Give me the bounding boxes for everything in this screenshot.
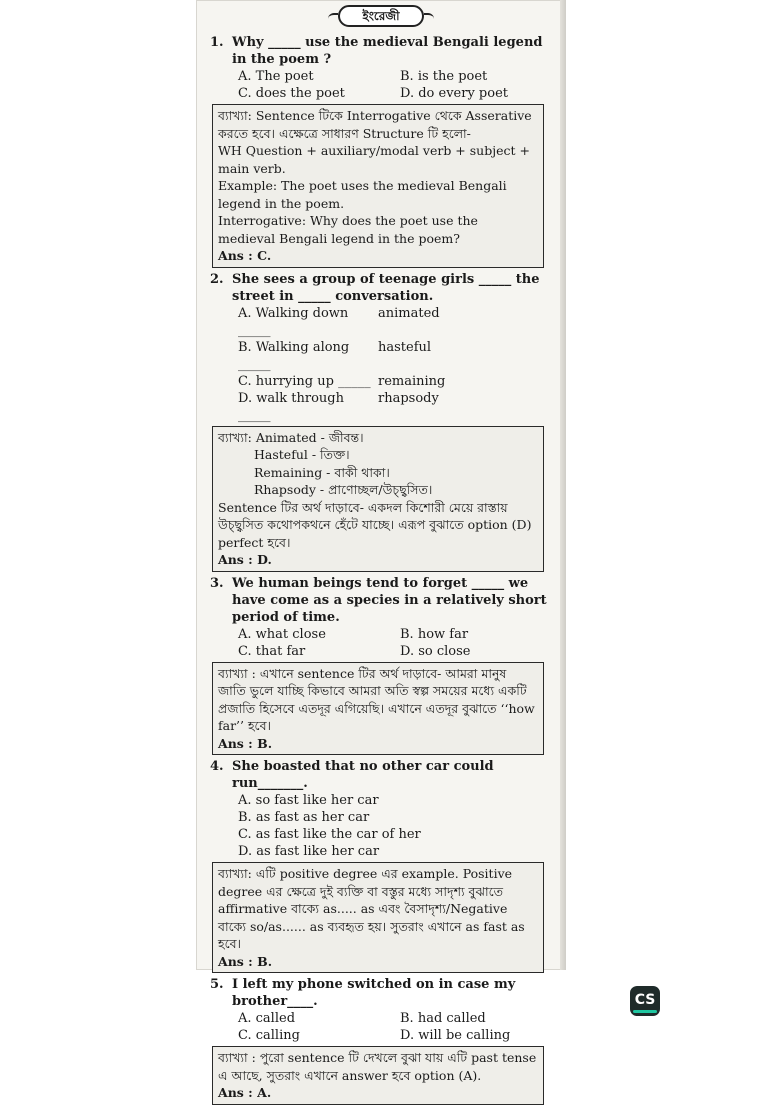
option-a: A. what close: [238, 626, 326, 642]
answer: Ans : B.: [218, 953, 273, 969]
question-stem: She sees a group of teenage girls _____ the street in _____ conversation.: [232, 271, 540, 304]
option-b: B. as fast as her car: [238, 810, 370, 825]
options: [238, 68, 555, 102]
answer: Ans : B.: [218, 735, 273, 751]
answer: Ans : C.: [218, 248, 272, 263]
explanation-line: ব্যাখ্যা : এখানে sentence টির অর্থ দাড়াবে- আমরা মানুষ জাতি ভুলে যাচ্ছি কিভাবে আমরা অতি স্বল্প সময়ের মধ্যে একটি প্রজাতি হিসেবে এতদূর এগিয়েছি। এখানে এতদূর বুঝাতে ‘‘how far’’ হবে।: [218, 665, 535, 733]
explanation-line: ব্যাখ্যা : পুরো sentence টি দেখলে বুঝা যায় এটি past tense এ আছে, সুতরাং এখানে answer হবে option (A).: [218, 1050, 537, 1083]
options: [238, 305, 555, 424]
explanation-line: Rhapsody - প্রাণোচ্ছল/উচ্ছ্বসিত।: [254, 482, 433, 497]
explanation-box: [212, 662, 544, 756]
explanation-line: Hasteful - তিক্ত।: [254, 447, 350, 462]
explanation-line: ব্যাখ্যা: Animated - জীবন্ত।: [218, 429, 364, 445]
question-4: [210, 758, 555, 973]
options: [238, 1010, 555, 1044]
option-c: C. hurrying up _____ remaining: [238, 373, 446, 389]
page-edge: [560, 0, 566, 970]
question-2: [210, 271, 555, 572]
option-a: A. so fast like her car: [238, 793, 379, 808]
option-d: D. do every poet: [400, 86, 508, 101]
section-title-badge: [338, 5, 424, 27]
option-d: D. as fast like her car: [238, 844, 380, 859]
option-a: A. Walking down _____ animated: [238, 305, 440, 338]
explanation-line: Sentence টির অর্থ দাড়াবে- একদল কিশোরী মেয়ে রাস্তায় উচ্ছ্বসিত কথোপকথনে হেঁটে যাচ্ছে। এরূপ বুঝাতে option (D) perfect হবে।: [218, 499, 532, 550]
camscanner-logo: [630, 986, 660, 1016]
option-b: B. Walking along _____ hasteful: [238, 339, 432, 372]
option-a: A. called: [238, 1011, 296, 1026]
question-stem: I left my phone switched on in case my brother____.: [232, 977, 516, 1009]
page-content: [210, 0, 555, 1108]
question-number: 1.: [210, 35, 224, 50]
explanation-line: ব্যাখ্যা: Sentence টিকে Interrogative থেকে Asserative করতে হবে। এক্ষেত্রে সাধারণ Structure টি হলো-: [218, 108, 532, 141]
option-b: B. is the poet: [400, 69, 488, 84]
explanation-line: Interrogative: Why does the poet use the medieval Bengali legend in the poem?: [218, 213, 478, 246]
option-c: C. does the poet: [238, 86, 345, 101]
explanation-line: Example: The poet uses the medieval Bengali legend in the poem.: [218, 178, 507, 211]
explanation-line: Remaining - বাকী থাকা।: [254, 464, 390, 480]
question-1: [210, 34, 555, 268]
answer: Ans : A.: [218, 1085, 272, 1100]
options: [238, 626, 555, 660]
explanation-line: WH Question + auxiliary/modal verb + subject + main verb.: [218, 143, 530, 176]
explanation-box: [212, 104, 544, 268]
option-b: B. how far: [400, 626, 469, 642]
section-header: [210, 0, 555, 34]
option-b: B. had called: [400, 1011, 486, 1026]
explanation-box: [212, 1046, 544, 1105]
option-a: A. The poet: [238, 69, 314, 84]
option-c: C. calling: [238, 1028, 300, 1043]
question-number: 2.: [210, 271, 224, 287]
option-d: D. so close: [400, 643, 471, 659]
explanation-box: [212, 426, 544, 572]
option-d: D. will be calling: [400, 1028, 511, 1043]
explanation-line: ব্যাখ্যা: এটি positive degree এর example. Positive degree এর ক্ষেত্রে দুই ব্যক্তি বা বস্তুর মধ্যে সাদৃশ্য বুঝাতে affirmative বাক্যে as..... as এবং বৈসাদৃশ্য/Negative বাক্যে so/as...... as ব্যবহৃত হয়। সুতরাং এখানে as fast as হবে।: [218, 866, 525, 951]
options: [238, 792, 555, 860]
question-stem: She boasted that no other car could run_______.: [232, 759, 494, 791]
section-title: ইংরেজী: [362, 9, 400, 23]
question-number: 3.: [210, 575, 224, 591]
question-number: 4.: [210, 759, 224, 774]
answer: Ans : D.: [218, 552, 272, 567]
option-c: C. as fast like the car of her: [238, 827, 421, 842]
question-stem: We human beings tend to forget _____ we have come as a species in a relatively short period of time.: [232, 575, 547, 625]
question-3: [210, 575, 555, 756]
option-c: C. that far: [238, 643, 306, 659]
question-5: [210, 976, 555, 1105]
logo-label: CS: [634, 992, 656, 1008]
option-d: D. walk through _____ rhapsody: [238, 390, 439, 423]
explanation-box: [212, 862, 544, 973]
question-stem: Why _____ use the medieval Bengali legend in the poem ?: [232, 35, 543, 67]
question-number: 5.: [210, 977, 224, 992]
